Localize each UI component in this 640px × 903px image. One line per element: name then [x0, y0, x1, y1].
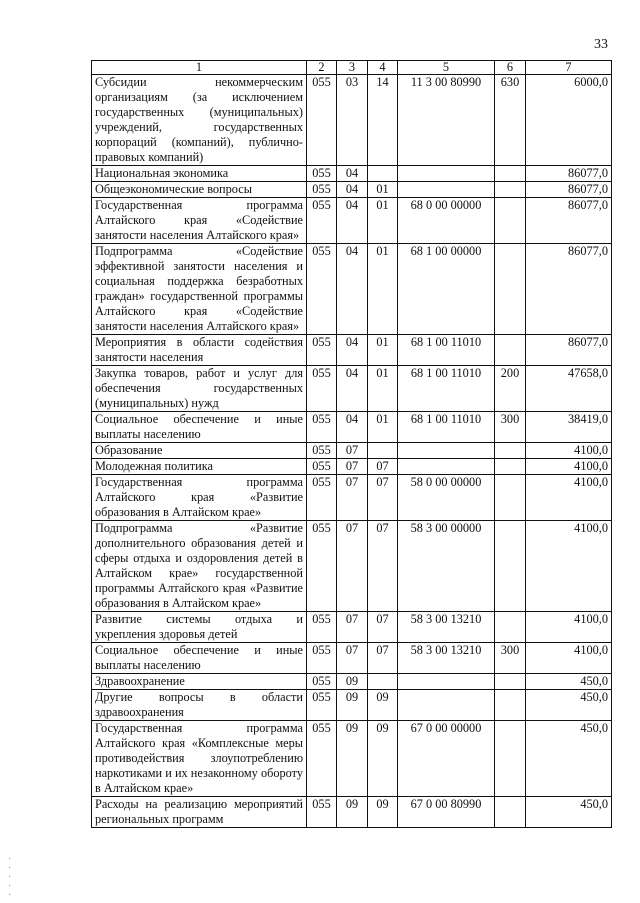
row-name: Государственная программа Алтайского края «Содействие занятости населения Алтайского края»	[92, 198, 307, 244]
row-target-code: 68 1 00 11010	[398, 335, 495, 366]
page-number: 33	[594, 37, 608, 52]
row-amount: 450,0	[526, 690, 612, 721]
row-admin-code: 055	[307, 244, 337, 335]
row-section: 09	[337, 690, 368, 721]
row-admin-code: 055	[307, 797, 337, 828]
row-admin-code: 055	[307, 198, 337, 244]
row-section: 04	[337, 412, 368, 443]
row-expense-type: 300	[495, 643, 526, 674]
row-admin-code: 055	[307, 690, 337, 721]
row-amount: 86077,0	[526, 335, 612, 366]
row-target-code	[398, 166, 495, 182]
row-amount: 4100,0	[526, 459, 612, 475]
row-expense-type: 630	[495, 75, 526, 166]
table-row	[92, 335, 612, 366]
row-amount: 38419,0	[526, 412, 612, 443]
row-target-code: 68 1 00 11010	[398, 366, 495, 412]
row-subsection: 01	[368, 182, 398, 198]
row-admin-code: 055	[307, 521, 337, 612]
table-row	[92, 797, 612, 828]
row-admin-code: 055	[307, 721, 337, 797]
row-subsection: 09	[368, 721, 398, 797]
row-amount: 4100,0	[526, 612, 612, 643]
row-target-code	[398, 459, 495, 475]
row-target-code	[398, 674, 495, 690]
row-amount: 86077,0	[526, 198, 612, 244]
row-admin-code: 055	[307, 612, 337, 643]
row-subsection	[368, 443, 398, 459]
row-target-code	[398, 690, 495, 721]
row-section: 07	[337, 521, 368, 612]
row-amount: 6000,0	[526, 75, 612, 166]
header-col-6: 6	[495, 61, 526, 75]
row-amount: 86077,0	[526, 166, 612, 182]
row-subsection: 01	[368, 198, 398, 244]
table-row	[92, 198, 612, 244]
table-row	[92, 244, 612, 335]
header-col-3: 3	[337, 61, 368, 75]
row-amount: 4100,0	[526, 521, 612, 612]
row-expense-type	[495, 244, 526, 335]
row-expense-type	[495, 475, 526, 521]
row-section: 09	[337, 797, 368, 828]
row-section: 07	[337, 643, 368, 674]
row-section: 07	[337, 475, 368, 521]
header-col-2: 2	[307, 61, 337, 75]
row-admin-code: 055	[307, 674, 337, 690]
row-section: 07	[337, 443, 368, 459]
row-target-code: 58 0 00 00000	[398, 475, 495, 521]
row-subsection: 07	[368, 643, 398, 674]
header-col-7: 7	[526, 61, 612, 75]
row-name: Закупка товаров, работ и услуг для обеспечения государственных (муниципальных) нужд	[92, 366, 307, 412]
table-row	[92, 721, 612, 797]
row-admin-code: 055	[307, 335, 337, 366]
row-name: Социальное обеспечение и иные выплаты населению	[92, 643, 307, 674]
row-target-code: 58 3 00 13210	[398, 643, 495, 674]
row-expense-type	[495, 674, 526, 690]
row-section: 04	[337, 182, 368, 198]
row-expense-type	[495, 721, 526, 797]
table-row	[92, 166, 612, 182]
row-target-code: 67 0 00 80990	[398, 797, 495, 828]
row-target-code: 68 1 00 11010	[398, 412, 495, 443]
row-expense-type: 300	[495, 412, 526, 443]
row-target-code: 58 3 00 13210	[398, 612, 495, 643]
row-section: 04	[337, 166, 368, 182]
row-admin-code: 055	[307, 412, 337, 443]
row-subsection	[368, 674, 398, 690]
margin-scan-mark: · · · · ·	[8, 854, 12, 901]
row-name: Мероприятия в области содействия занятости населения	[92, 335, 307, 366]
row-amount: 4100,0	[526, 643, 612, 674]
row-expense-type	[495, 166, 526, 182]
row-amount: 450,0	[526, 797, 612, 828]
row-subsection: 07	[368, 521, 398, 612]
row-section: 07	[337, 459, 368, 475]
row-name: Подпрограмма «Развитие дополнительного образования детей и сферы отдыха и оздоровления детей в Алтайском крае» государственной программы Алтайского края «Развитие образования в Алтайском крае»	[92, 521, 307, 612]
table-row	[92, 612, 612, 643]
row-admin-code: 055	[307, 459, 337, 475]
row-expense-type	[495, 459, 526, 475]
row-amount: 4100,0	[526, 475, 612, 521]
row-subsection: 09	[368, 797, 398, 828]
row-subsection: 09	[368, 690, 398, 721]
row-expense-type	[495, 690, 526, 721]
row-subsection: 07	[368, 459, 398, 475]
row-subsection	[368, 166, 398, 182]
row-name: Другие вопросы в области здравоохранения	[92, 690, 307, 721]
table-row	[92, 475, 612, 521]
row-subsection: 14	[368, 75, 398, 166]
row-expense-type: 200	[495, 366, 526, 412]
table-row	[92, 521, 612, 612]
row-amount: 86077,0	[526, 244, 612, 335]
table-row	[92, 459, 612, 475]
budget-table	[91, 60, 612, 828]
row-expense-type	[495, 797, 526, 828]
table-row	[92, 643, 612, 674]
table-body	[92, 75, 612, 828]
row-amount: 4100,0	[526, 443, 612, 459]
row-expense-type	[495, 335, 526, 366]
row-section: 03	[337, 75, 368, 166]
row-target-code: 11 3 00 80990	[398, 75, 495, 166]
row-amount: 450,0	[526, 674, 612, 690]
table-row	[92, 674, 612, 690]
row-expense-type	[495, 182, 526, 198]
row-target-code: 68 1 00 00000	[398, 244, 495, 335]
row-name: Субсидии некоммерческим организациям (за исключением государственных (муниципальных) учреждений, государственных корпораций (компаний), публично-правовых компаний)	[92, 75, 307, 166]
row-admin-code: 055	[307, 366, 337, 412]
row-target-code	[398, 443, 495, 459]
row-name: Государственная программа Алтайского края «Развитие образования в Алтайском крае»	[92, 475, 307, 521]
row-section: 04	[337, 366, 368, 412]
table-row	[92, 182, 612, 198]
row-expense-type	[495, 521, 526, 612]
row-subsection: 07	[368, 612, 398, 643]
row-name: Общеэкономические вопросы	[92, 182, 307, 198]
header-row	[92, 61, 612, 75]
row-section: 04	[337, 198, 368, 244]
row-admin-code: 055	[307, 475, 337, 521]
header-col-5: 5	[398, 61, 495, 75]
row-section: 07	[337, 612, 368, 643]
row-expense-type	[495, 198, 526, 244]
header-col-1: 1	[92, 61, 307, 75]
row-section: 09	[337, 674, 368, 690]
table-row	[92, 366, 612, 412]
row-admin-code: 055	[307, 443, 337, 459]
row-admin-code: 055	[307, 166, 337, 182]
row-target-code	[398, 182, 495, 198]
row-section: 04	[337, 335, 368, 366]
table-row	[92, 412, 612, 443]
row-target-code: 67 0 00 00000	[398, 721, 495, 797]
table-row	[92, 443, 612, 459]
row-name: Образование	[92, 443, 307, 459]
row-name: Государственная программа Алтайского края «Комплексные меры противодействия злоупотреблению наркотиками и их незаконному обороту в Алтайском крае»	[92, 721, 307, 797]
row-name: Национальная экономика	[92, 166, 307, 182]
row-subsection: 01	[368, 412, 398, 443]
row-section: 04	[337, 244, 368, 335]
table-header	[92, 61, 612, 75]
table-row	[92, 75, 612, 166]
row-section: 09	[337, 721, 368, 797]
row-amount: 47658,0	[526, 366, 612, 412]
row-amount: 86077,0	[526, 182, 612, 198]
row-name: Здравоохранение	[92, 674, 307, 690]
row-admin-code: 055	[307, 182, 337, 198]
header-col-4: 4	[368, 61, 398, 75]
row-subsection: 01	[368, 366, 398, 412]
row-expense-type	[495, 443, 526, 459]
table-row	[92, 690, 612, 721]
row-admin-code: 055	[307, 643, 337, 674]
row-subsection: 01	[368, 335, 398, 366]
row-subsection: 01	[368, 244, 398, 335]
row-name: Социальное обеспечение и иные выплаты населению	[92, 412, 307, 443]
row-subsection: 07	[368, 475, 398, 521]
row-name: Подпрограмма «Содействие эффективной занятости населения и социальная поддержка безработных граждан» государственной программы Алтайского края «Содействие занятости населения Алтайского края»	[92, 244, 307, 335]
row-expense-type	[495, 612, 526, 643]
row-name: Молодежная политика	[92, 459, 307, 475]
row-admin-code: 055	[307, 75, 337, 166]
row-name: Развитие системы отдыха и укрепления здоровья детей	[92, 612, 307, 643]
row-target-code: 58 3 00 00000	[398, 521, 495, 612]
row-name: Расходы на реализацию мероприятий региональных программ	[92, 797, 307, 828]
row-target-code: 68 0 00 00000	[398, 198, 495, 244]
row-amount: 450,0	[526, 721, 612, 797]
